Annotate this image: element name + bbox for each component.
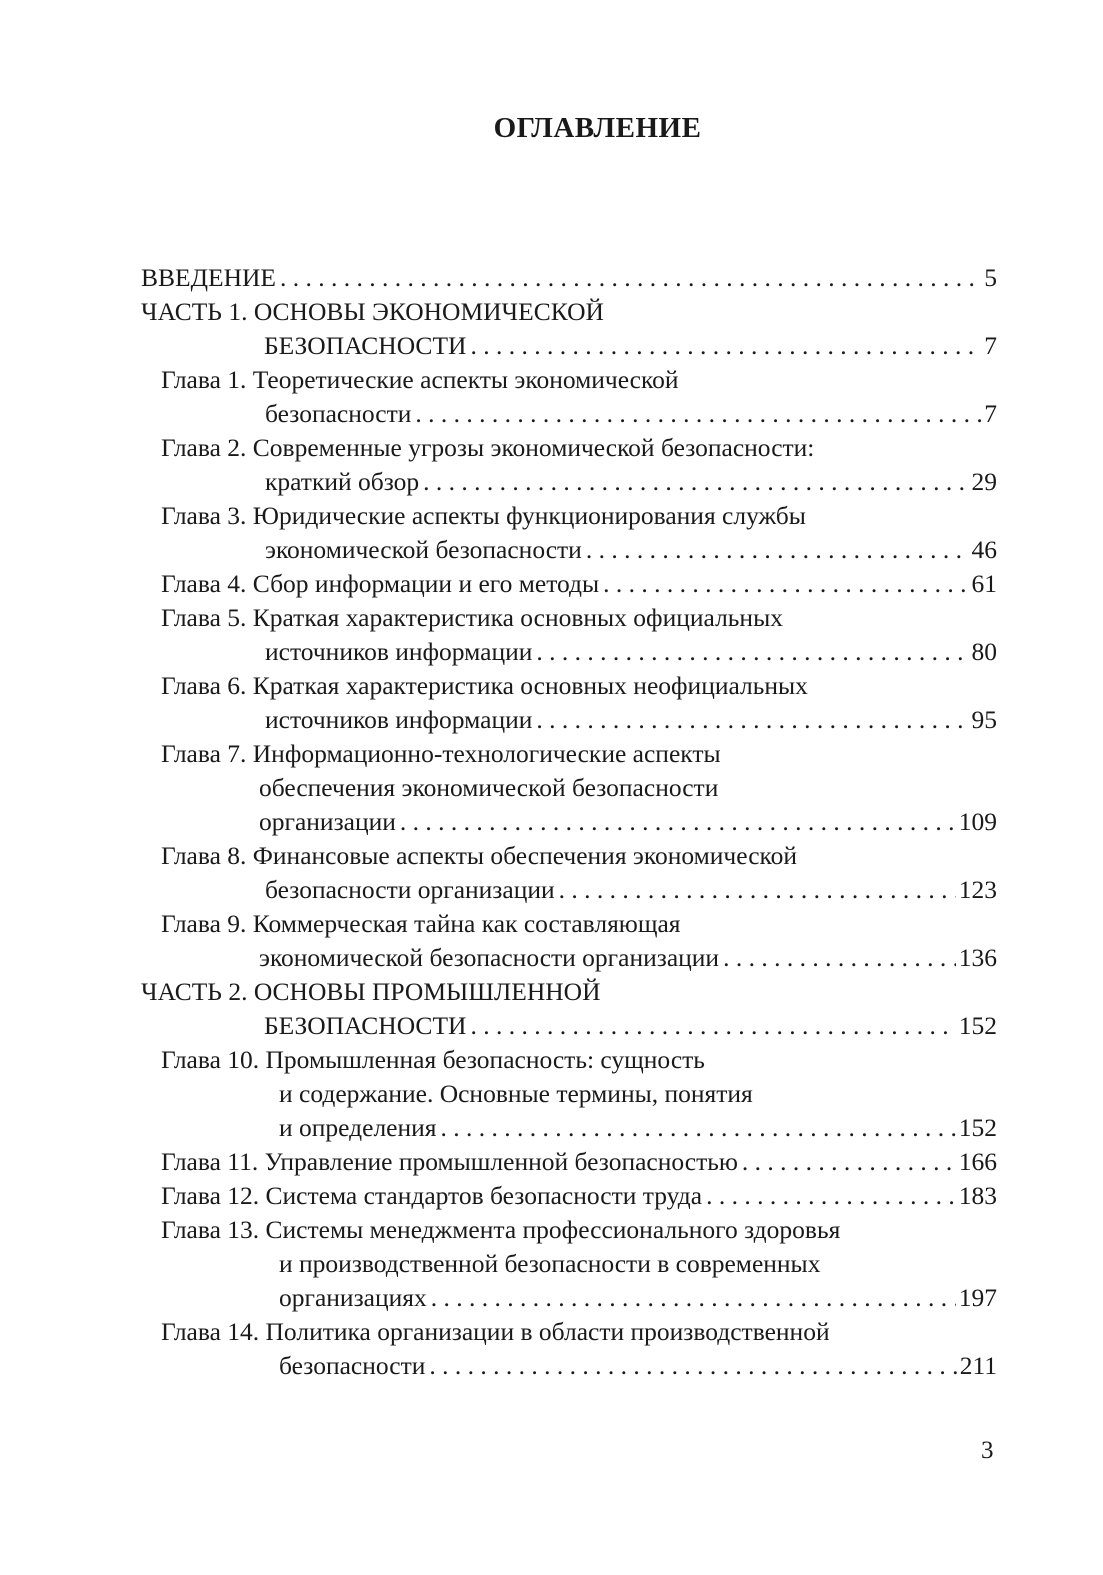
toc-entry-chapter-13[interactable] xyxy=(141,1213,997,1315)
dot-leader xyxy=(586,533,969,567)
dot-leader xyxy=(536,703,968,737)
toc-entry-chapter-14[interactable] xyxy=(141,1315,997,1383)
toc-page-number: 5 xyxy=(984,263,997,292)
toc-page-number: 166 xyxy=(958,1147,997,1176)
toc-entry-label: Глава 2. Современные угрозы экономической безопасности: xyxy=(161,433,815,462)
table-of-contents xyxy=(141,261,997,1383)
toc-entry-label-continued: краткий обзор xyxy=(265,467,420,496)
toc-entry-label: Глава 6. Краткая характеристика основных неофициальных xyxy=(161,671,808,700)
dot-leader xyxy=(441,1111,956,1145)
toc-entry-label: Глава 14. Политика организации в области производственной xyxy=(161,1317,830,1346)
toc-entry-label-continued: организации xyxy=(259,807,396,836)
dot-leader xyxy=(536,635,968,669)
dot-leader xyxy=(423,465,968,499)
dot-leader xyxy=(742,1145,956,1179)
toc-entry-label-continued: источников информации xyxy=(265,705,533,734)
dot-leader xyxy=(280,261,981,295)
dot-leader xyxy=(429,1349,956,1383)
toc-entry-chapter-3[interactable] xyxy=(141,499,997,567)
page-number: 3 xyxy=(981,1437,994,1464)
toc-entry-label-continued: и производственной безопасности в современных xyxy=(279,1249,821,1278)
toc-page-number: 95 xyxy=(971,705,997,734)
toc-entry-label: Глава 7. Информационно-технологические аспекты xyxy=(161,739,721,768)
toc-entry-label: Глава 3. Юридические аспекты функционирования службы xyxy=(161,501,806,530)
toc-entry-label: Глава 12. Система стандартов безопасности труда xyxy=(161,1181,703,1210)
toc-entry-label: Глава 4. Сбор информации и его методы xyxy=(161,569,600,598)
dot-leader xyxy=(723,941,956,975)
toc-entry-label-continued: безопасности организации xyxy=(265,875,555,904)
toc-page-number: 46 xyxy=(971,535,997,564)
toc-entry-chapter-2[interactable] xyxy=(141,431,997,499)
toc-entry-part-1[interactable] xyxy=(141,295,997,363)
toc-page-number: 136 xyxy=(958,943,997,972)
toc-entry-label: Глава 1. Теоретические аспекты экономической xyxy=(161,365,679,394)
dot-leader xyxy=(706,1179,956,1213)
toc-entry-label-continued: БЕЗОПАСНОСТИ xyxy=(264,331,467,360)
toc-entry-chapter-10[interactable] xyxy=(141,1043,997,1145)
toc-page-number: 197 xyxy=(958,1283,997,1312)
toc-entry-label-continued: экономической безопасности организации xyxy=(259,943,720,972)
dot-leader xyxy=(400,805,956,839)
toc-entry-label: Глава 13. Системы менеджмента профессионального здоровья xyxy=(161,1215,841,1244)
toc-entry-chapter-12[interactable] xyxy=(141,1179,997,1213)
toc-entry-label-continued: организациях xyxy=(279,1283,427,1312)
toc-entry-chapter-11[interactable] xyxy=(141,1145,997,1179)
toc-entry-label-continued: источников информации xyxy=(265,637,533,666)
dot-leader xyxy=(415,397,981,431)
toc-entry-label: Глава 9. Коммерческая тайна как составляющая xyxy=(161,909,681,938)
toc-page-number: 29 xyxy=(971,467,997,496)
toc-entry-chapter-9[interactable] xyxy=(141,907,997,975)
dot-leader xyxy=(603,567,968,601)
toc-page-number: 7 xyxy=(984,331,997,360)
toc-entry-label-continued: безопасности xyxy=(265,399,412,428)
toc-page-number: 7 xyxy=(984,399,997,428)
toc-page-number: 152 xyxy=(958,1113,997,1142)
toc-entry-chapter-1[interactable] xyxy=(141,363,997,431)
toc-page-number: 109 xyxy=(958,807,997,836)
toc-page-number: 211 xyxy=(959,1351,997,1380)
toc-page-number: 152 xyxy=(958,1011,997,1040)
toc-entry-label: Глава 11. Управление промышленной безопасностью xyxy=(161,1147,738,1176)
toc-entry-label-continued: БЕЗОПАСНОСТИ xyxy=(264,1011,467,1040)
toc-entry-intro[interactable] xyxy=(141,261,997,295)
dot-leader xyxy=(559,873,956,907)
toc-entry-chapter-4[interactable] xyxy=(141,567,997,601)
toc-page-number: 183 xyxy=(958,1181,997,1210)
toc-entry-label: ВВЕДЕНИЕ xyxy=(141,263,276,292)
toc-entry-label: Глава 10. Промышленная безопасность: сущность xyxy=(161,1045,705,1074)
dot-leader xyxy=(470,1009,955,1043)
page-title: ОГЛАВЛЕНИЕ xyxy=(493,112,702,144)
toc-entry-label: Глава 5. Краткая характеристика основных официальных xyxy=(161,603,783,632)
toc-entry-label: Глава 8. Финансовые аспекты обеспечения экономической xyxy=(161,841,798,870)
toc-entry-label-continued: безопасности xyxy=(279,1351,426,1380)
toc-page-number: 123 xyxy=(958,875,997,904)
dot-leader xyxy=(431,1281,956,1315)
toc-entry-chapter-5[interactable] xyxy=(141,601,997,669)
toc-entry-chapter-8[interactable] xyxy=(141,839,997,907)
toc-entry-label-continued: и определения xyxy=(279,1113,437,1142)
toc-entry-part-2[interactable] xyxy=(141,975,997,1043)
toc-entry-label-continued: и содержание. Основные термины, понятия xyxy=(279,1079,753,1108)
toc-entry-label: ЧАСТЬ 1. ОСНОВЫ ЭКОНОМИЧЕСКОЙ xyxy=(141,297,604,326)
toc-page-number: 80 xyxy=(971,637,997,666)
toc-entry-label: ЧАСТЬ 2. ОСНОВЫ ПРОМЫШЛЕННОЙ xyxy=(141,977,601,1006)
toc-entry-label-continued: обеспечения экономической безопасности xyxy=(259,773,719,802)
toc-page-number: 61 xyxy=(971,569,997,598)
dot-leader xyxy=(470,329,981,363)
toc-entry-chapter-7[interactable] xyxy=(141,737,997,839)
toc-entry-label-continued: экономической безопасности xyxy=(265,535,582,564)
toc-entry-chapter-6[interactable] xyxy=(141,669,997,737)
